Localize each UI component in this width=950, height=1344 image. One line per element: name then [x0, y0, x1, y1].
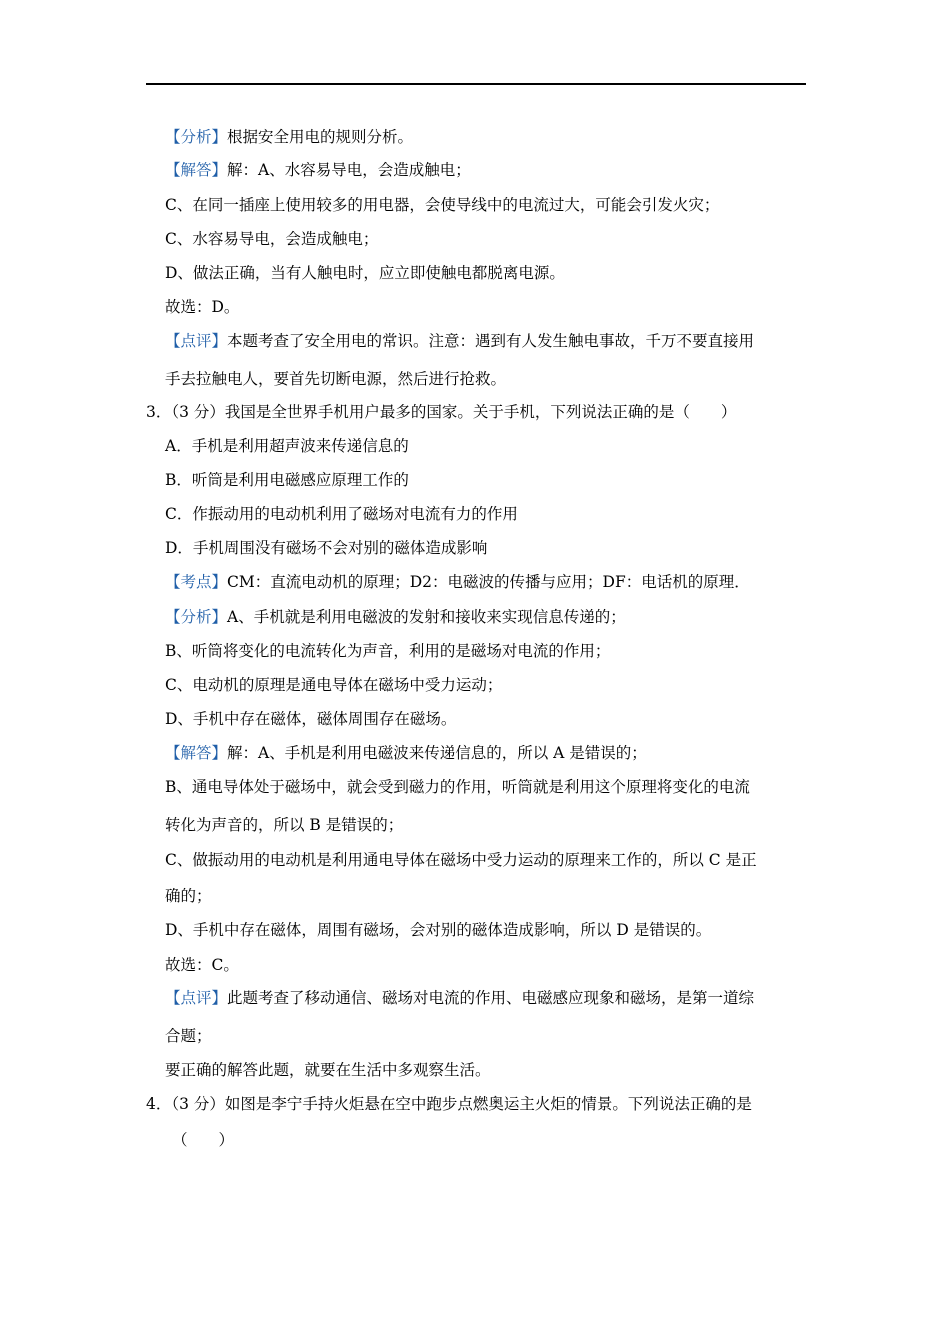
q2-answer	[165, 160, 471, 180]
q4-stem: 4．（3 分）如图是李宁手持火炬悬在空中跑步点燃奥运主火炬的情景。下列说法正确的是	[146, 1095, 752, 1113]
q3-stem: 3．（3 分）我国是全世界手机用户最多的国家。关于手机，下列说法正确的是（ ）	[146, 403, 737, 421]
q2-line-c1: C、在同一插座上使用较多的用电器，会使导线中的电流过大，可能会引发火灾；	[165, 196, 720, 214]
q3-analysis-d: D、手机中存在磁体，磁体周围存在磁场。	[165, 710, 457, 728]
analysis-text: A、手机就是利用电磁波的发射和接收来实现信息传递的；	[227, 608, 626, 626]
q3-comment	[165, 988, 754, 1008]
q3-analysis	[165, 607, 626, 627]
kaodian-text: CM：直流电动机的原理；D2：电磁波的传播与应用；DF：电话机的原理．	[227, 573, 750, 591]
q3-answer-b1: B、通电导体处于磁场中，就会受到磁力的作用，听筒就是利用这个原理将变化的电流	[165, 778, 750, 796]
comment-tag: 【点评】	[165, 989, 228, 1007]
q3-option-d: D．手机周围没有磁场不会对别的磁体造成影响	[165, 539, 488, 557]
q3-answer-b2: 转化为声音的，所以 B 是错误的；	[165, 816, 404, 834]
q3-option-a: A．手机是利用超声波来传递信息的	[165, 437, 409, 455]
answer-text: 解：A、水容易导电，会造成触电；	[227, 161, 471, 179]
kaodian-tag: 【考点】	[165, 573, 228, 591]
q3-choice: 故选：C。	[165, 956, 239, 974]
comment-text: 本题考查了安全用电的常识。注意：遇到有人发生触电事故，千万不要直接用	[227, 332, 755, 350]
analysis-text: 根据安全用电的规则分析。	[227, 128, 414, 146]
header-rule	[146, 83, 806, 85]
q3-answer-c2: 确的；	[165, 887, 212, 905]
answer-text: 解：A、手机是利用电磁波来传递信息的，所以 A 是错误的；	[227, 744, 647, 762]
q3-option-b: B．听筒是利用电磁感应原理工作的	[165, 471, 409, 489]
q2-choice: 故选：D。	[165, 298, 240, 316]
q3-kaodian	[165, 572, 750, 592]
q3-answer	[165, 743, 647, 763]
q3-option-c: C．作振动用的电动机利用了磁场对电流有力的作用	[165, 505, 518, 523]
analysis-tag: 【分析】	[165, 608, 228, 626]
q3-comment-cont: 合题；	[165, 1027, 212, 1045]
q2-line-c2: C、水容易导电，会造成触电；	[165, 230, 379, 248]
answer-tag: 【解答】	[165, 161, 228, 179]
q2-comment	[165, 331, 754, 351]
q3-analysis-c: C、电动机的原理是通电导体在磁场中受力运动；	[165, 676, 503, 694]
comment-tag: 【点评】	[165, 332, 228, 350]
q3-comment-cont-2: 要正确的解答此题，就要在生活中多观察生活。	[165, 1061, 491, 1079]
q3-answer-d: D、手机中存在磁体，周围有磁场，会对别的磁体造成影响，所以 D 是错误的。	[165, 921, 712, 939]
q3-answer-c1: C、做振动用的电动机是利用通电导体在磁场中受力运动的原理来工作的，所以 C 是正	[165, 851, 757, 869]
analysis-tag: 【分析】	[165, 128, 228, 146]
q4-stem-paren: （ ）	[172, 1131, 235, 1149]
answer-tag: 【解答】	[165, 744, 228, 762]
q2-comment-cont: 手去拉触电人，要首先切断电源，然后进行抢救。	[165, 370, 507, 388]
comment-text: 此题考查了移动通信、磁场对电流的作用、电磁感应现象和磁场，是第一道综	[227, 989, 755, 1007]
q2-line-d: D、做法正确，当有人触电时，应立即使触电都脱离电源。	[165, 264, 565, 282]
q3-analysis-b: B、听筒将变化的电流转化为声音，利用的是磁场对电流的作用；	[165, 642, 611, 660]
q2-analysis	[165, 127, 413, 147]
